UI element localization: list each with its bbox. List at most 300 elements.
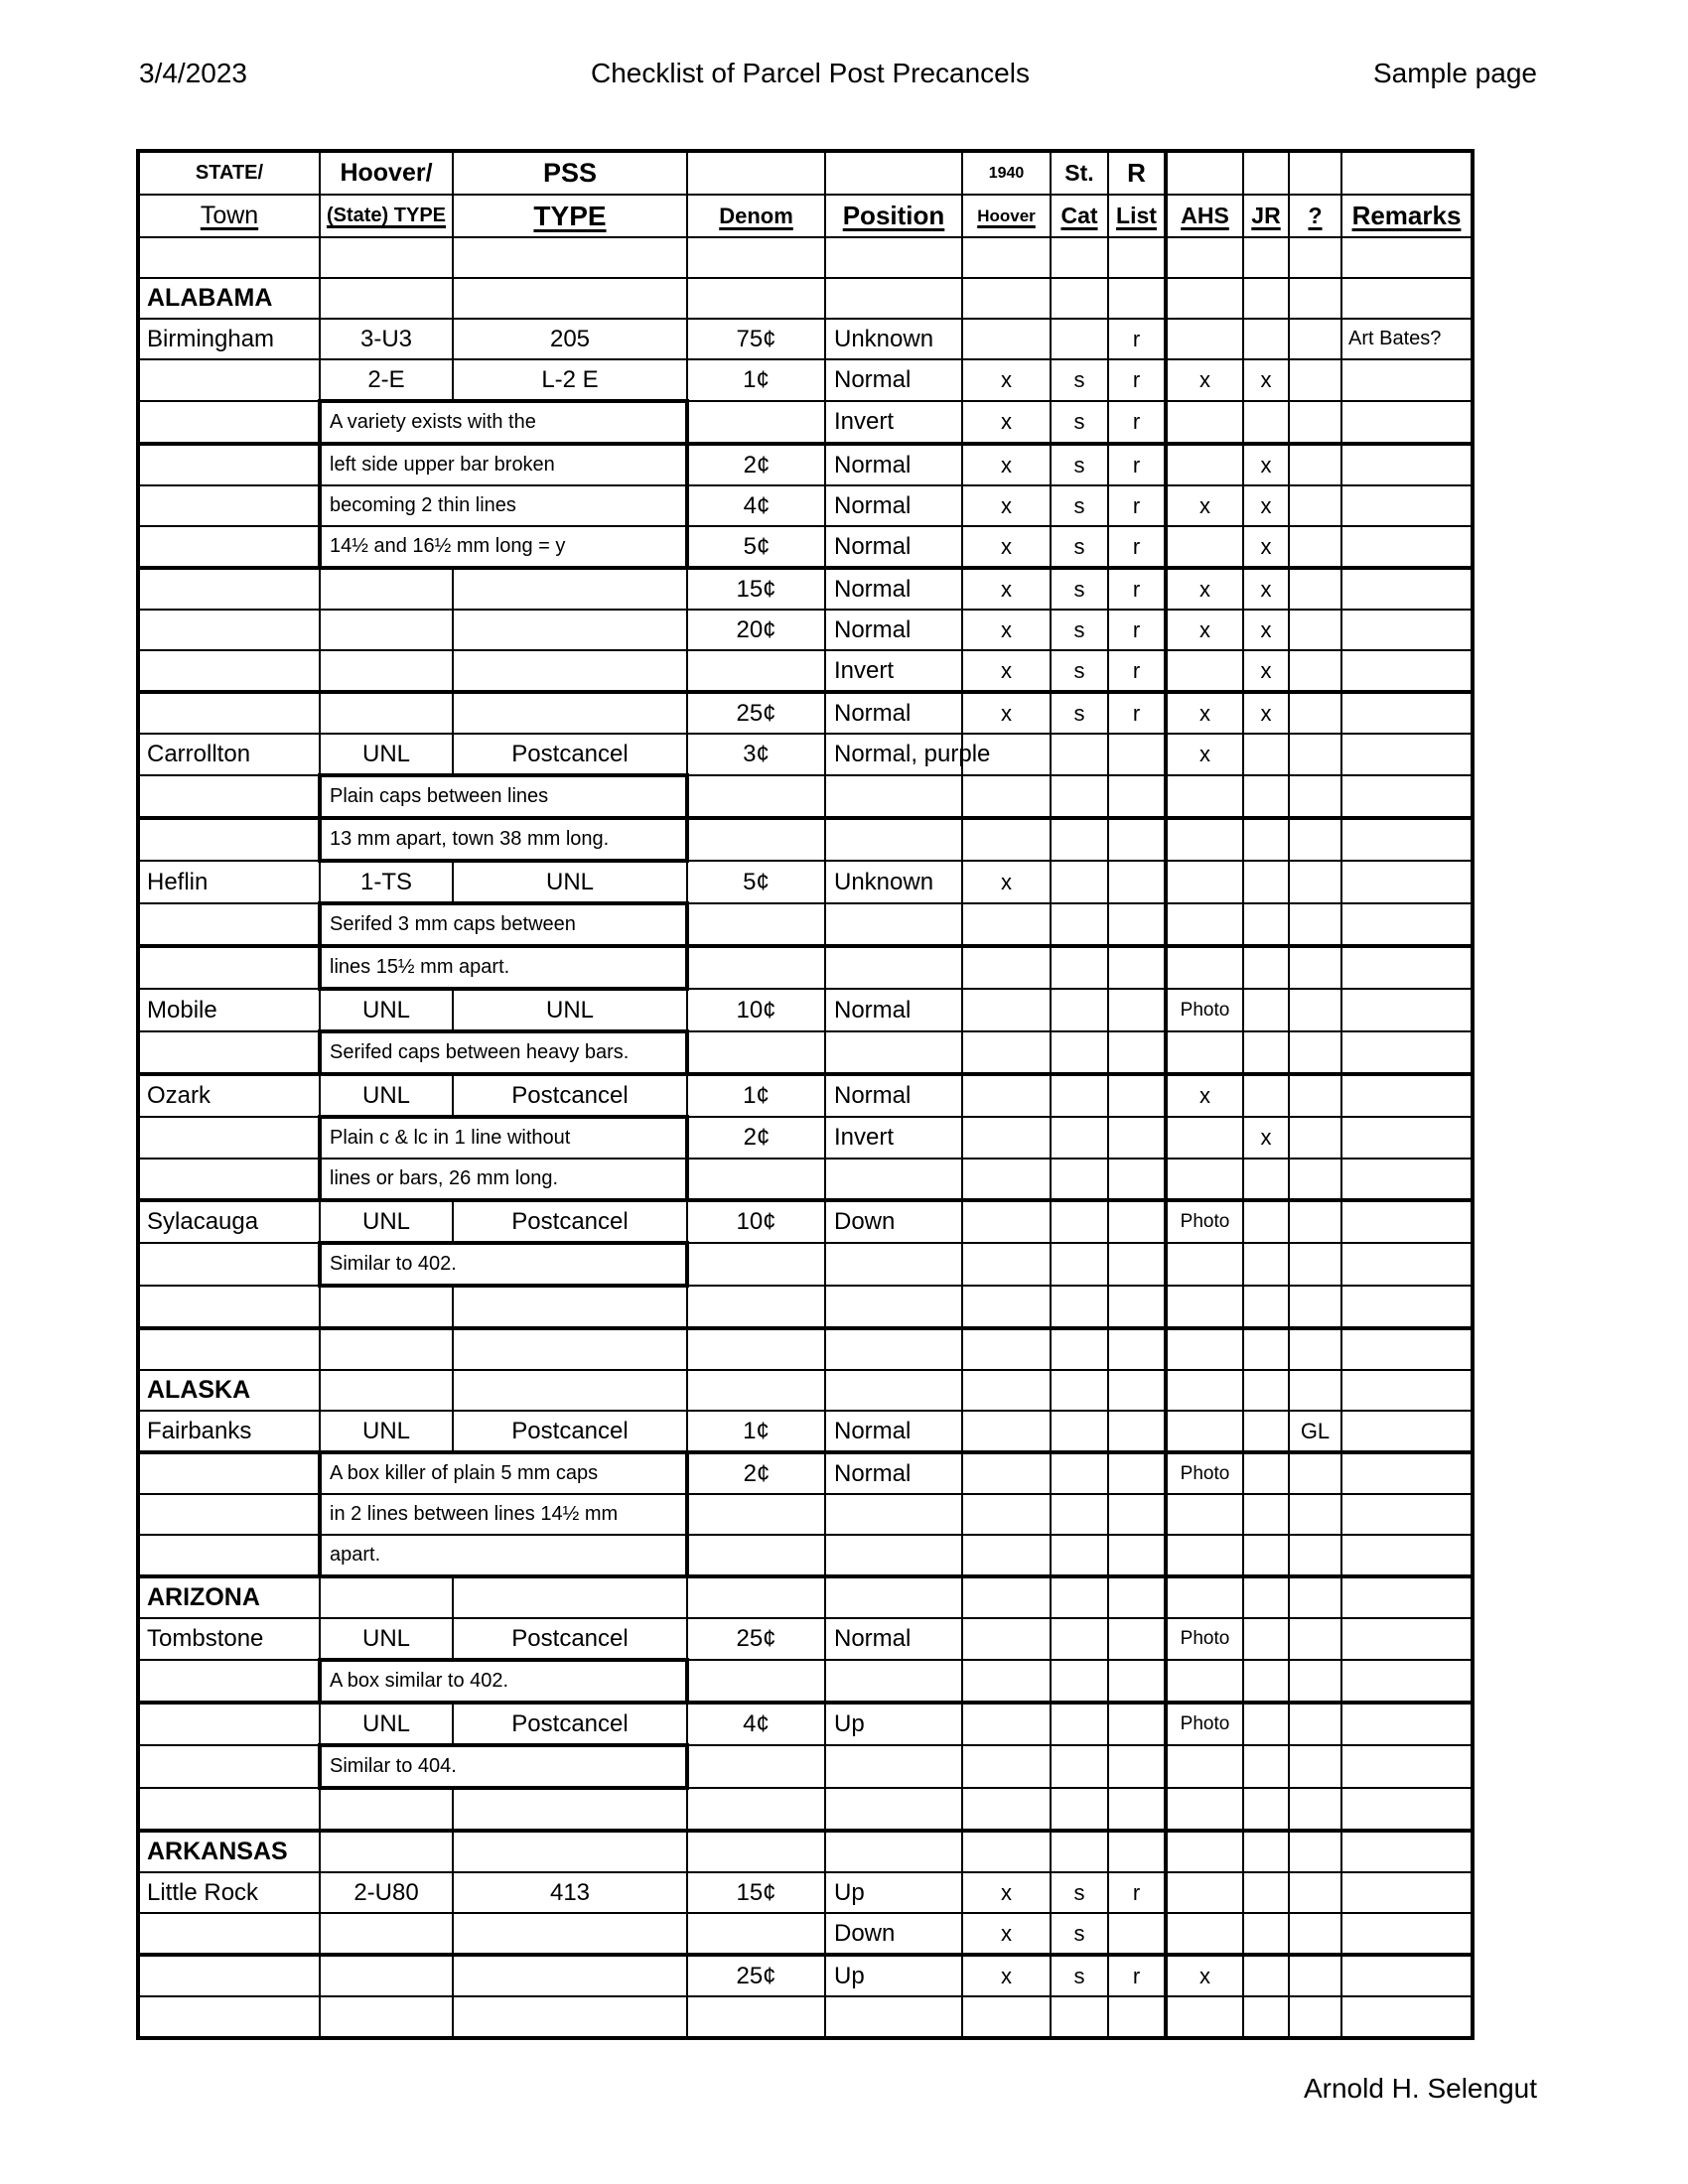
cell-town — [138, 1494, 320, 1535]
cell-question — [1289, 568, 1341, 610]
cell-section-label: ARKANSAS — [138, 1831, 320, 1872]
cell-pss-type: Postcancel — [453, 1618, 687, 1660]
cell-empty — [1341, 1996, 1473, 2038]
cell-jr: x — [1243, 444, 1289, 485]
table-row — [138, 1411, 1473, 1452]
cell-r-list — [1108, 1535, 1166, 1576]
cell-denom — [687, 401, 825, 444]
cell-position: Normal — [825, 444, 962, 485]
table-row — [138, 610, 1473, 650]
cell-section-label: ALASKA — [138, 1370, 320, 1411]
cell-r-list: r — [1108, 359, 1166, 401]
cell-ahs: Photo — [1166, 1200, 1243, 1243]
cell-question — [1289, 1955, 1341, 1996]
col-header-6: 1940 — [962, 151, 1051, 195]
cell-jr — [1243, 1745, 1289, 1788]
cell-position: Unknown — [825, 861, 962, 903]
cell-remarks — [1341, 1117, 1473, 1159]
cell-hoover-type — [320, 610, 453, 650]
cell-position: Down — [825, 1200, 962, 1243]
cell-ahs — [1166, 1745, 1243, 1788]
cell-position — [825, 946, 962, 989]
cell-jr — [1243, 1452, 1289, 1494]
cell-empty — [962, 237, 1051, 278]
cell-empty — [825, 1788, 962, 1831]
table-row — [138, 1831, 1473, 1872]
cell-denom: 25¢ — [687, 692, 825, 734]
cell-ahs — [1166, 1872, 1243, 1913]
cell-r-list — [1108, 1411, 1166, 1452]
cell-ahs — [1166, 946, 1243, 989]
table-row — [138, 1370, 1473, 1411]
cell-empty — [453, 1370, 687, 1411]
col-header-12: Remarks — [1341, 195, 1473, 237]
cell-hoover-type — [320, 692, 453, 734]
cell-empty — [1166, 237, 1243, 278]
col-header-3: TYPE — [453, 195, 687, 237]
cell-question — [1289, 1703, 1341, 1745]
cell-town: Mobile — [138, 989, 320, 1031]
cell-remarks — [1341, 903, 1473, 946]
cell-town: Heflin — [138, 861, 320, 903]
table-row — [138, 1452, 1473, 1494]
cell-jr — [1243, 946, 1289, 989]
cell-town — [138, 1243, 320, 1286]
cell-hoover-1940: x — [962, 1872, 1051, 1913]
col-header-11: ? — [1289, 195, 1341, 237]
cell-st-cat — [1051, 1703, 1108, 1745]
table-row — [138, 1328, 1473, 1370]
cell-st-cat: s — [1051, 526, 1108, 568]
cell-town — [138, 1159, 320, 1200]
cell-town: Birmingham — [138, 319, 320, 359]
col-header-3: PSS — [453, 151, 687, 195]
col-header-9 — [1166, 151, 1243, 195]
cell-ahs: Photo — [1166, 1618, 1243, 1660]
cell-denom: 2¢ — [687, 444, 825, 485]
cell-empty — [1341, 1576, 1473, 1618]
table-row — [138, 568, 1473, 610]
cell-note: apart. — [320, 1535, 687, 1576]
cell-r-list — [1108, 1243, 1166, 1286]
cell-note: A variety exists with the — [320, 401, 687, 444]
checklist-table — [136, 149, 1475, 2040]
col-header-11 — [1289, 151, 1341, 195]
cell-denom: 2¢ — [687, 1452, 825, 1494]
cell-empty — [1289, 1370, 1341, 1411]
cell-ahs: x — [1166, 1074, 1243, 1117]
cell-st-cat: s — [1051, 1872, 1108, 1913]
cell-town — [138, 444, 320, 485]
cell-st-cat — [1051, 1494, 1108, 1535]
cell-empty — [1108, 1286, 1166, 1328]
cell-denom: 4¢ — [687, 1703, 825, 1745]
cell-question — [1289, 401, 1341, 444]
cell-pss-type — [453, 650, 687, 692]
table-row — [138, 1996, 1473, 2038]
table-row — [138, 1494, 1473, 1535]
table-row — [138, 861, 1473, 903]
cell-empty — [1341, 278, 1473, 319]
cell-town — [138, 946, 320, 989]
cell-r-list — [1108, 1200, 1166, 1243]
cell-r-list — [1108, 1074, 1166, 1117]
cell-town — [138, 1745, 320, 1788]
cell-empty — [138, 237, 320, 278]
cell-empty — [687, 1328, 825, 1370]
cell-hoover-1940: x — [962, 610, 1051, 650]
cell-position — [825, 903, 962, 946]
table-row — [138, 903, 1473, 946]
cell-remarks — [1341, 401, 1473, 444]
table-row — [138, 1703, 1473, 1745]
cell-hoover-1940 — [962, 1117, 1051, 1159]
cell-hoover-1940 — [962, 1411, 1051, 1452]
cell-st-cat: s — [1051, 401, 1108, 444]
cell-empty — [1166, 1370, 1243, 1411]
cell-question — [1289, 1031, 1341, 1074]
cell-hoover-1940 — [962, 989, 1051, 1031]
cell-r-list: r — [1108, 444, 1166, 485]
cell-empty — [1289, 278, 1341, 319]
cell-hoover-1940 — [962, 319, 1051, 359]
cell-st-cat — [1051, 1074, 1108, 1117]
table-row — [138, 1117, 1473, 1159]
cell-jr — [1243, 1074, 1289, 1117]
cell-hoover-1940 — [962, 1243, 1051, 1286]
cell-denom: 1¢ — [687, 359, 825, 401]
table-row — [138, 650, 1473, 692]
cell-question — [1289, 526, 1341, 568]
cell-note: lines or bars, 26 mm long. — [320, 1159, 687, 1200]
cell-hoover-1940 — [962, 1618, 1051, 1660]
cell-position: Up — [825, 1955, 962, 1996]
cell-hoover-type: 2-E — [320, 359, 453, 401]
cell-remarks — [1341, 1494, 1473, 1535]
cell-st-cat — [1051, 1031, 1108, 1074]
cell-jr — [1243, 1955, 1289, 1996]
cell-jr — [1243, 734, 1289, 775]
cell-note: Serifed 3 mm caps between — [320, 903, 687, 946]
cell-denom — [687, 1660, 825, 1703]
cell-remarks — [1341, 610, 1473, 650]
cell-denom: 25¢ — [687, 1618, 825, 1660]
cell-empty — [1051, 237, 1108, 278]
cell-remarks — [1341, 1618, 1473, 1660]
cell-empty — [1166, 1328, 1243, 1370]
cell-question — [1289, 610, 1341, 650]
cell-pss-type — [453, 1913, 687, 1955]
cell-hoover-1940 — [962, 1745, 1051, 1788]
cell-denom — [687, 650, 825, 692]
cell-question — [1289, 1618, 1341, 1660]
cell-empty — [1341, 1788, 1473, 1831]
cell-position: Normal — [825, 359, 962, 401]
cell-empty — [1243, 1370, 1289, 1411]
cell-pss-type: UNL — [453, 989, 687, 1031]
cell-hoover-type — [320, 650, 453, 692]
cell-denom: 10¢ — [687, 989, 825, 1031]
cell-jr — [1243, 989, 1289, 1031]
cell-jr: x — [1243, 359, 1289, 401]
cell-st-cat — [1051, 775, 1108, 818]
cell-empty — [1108, 278, 1166, 319]
cell-jr — [1243, 1494, 1289, 1535]
cell-hoover-type: 1-TS — [320, 861, 453, 903]
cell-jr — [1243, 1031, 1289, 1074]
cell-st-cat — [1051, 989, 1108, 1031]
cell-pss-type: 205 — [453, 319, 687, 359]
col-header-4: Denom — [687, 195, 825, 237]
cell-empty — [1243, 1328, 1289, 1370]
cell-empty — [687, 237, 825, 278]
cell-pss-type: Postcancel — [453, 1411, 687, 1452]
cell-empty — [1108, 1370, 1166, 1411]
cell-st-cat: s — [1051, 1913, 1108, 1955]
cell-question — [1289, 1872, 1341, 1913]
cell-jr: x — [1243, 692, 1289, 734]
cell-note: Similar to 404. — [320, 1745, 687, 1788]
cell-empty — [453, 237, 687, 278]
cell-town — [138, 359, 320, 401]
cell-question — [1289, 359, 1341, 401]
cell-note: in 2 lines between lines 14½ mm — [320, 1494, 687, 1535]
cell-town — [138, 526, 320, 568]
cell-ahs — [1166, 1117, 1243, 1159]
cell-position — [825, 775, 962, 818]
cell-question — [1289, 861, 1341, 903]
cell-hoover-1940: x — [962, 1913, 1051, 1955]
cell-r-list: r — [1108, 526, 1166, 568]
cell-ahs: x — [1166, 734, 1243, 775]
cell-r-list — [1108, 861, 1166, 903]
cell-position: Down — [825, 1913, 962, 1955]
cell-ahs: Photo — [1166, 989, 1243, 1031]
cell-empty — [1051, 1328, 1108, 1370]
cell-hoover-1940 — [962, 1535, 1051, 1576]
cell-town — [138, 485, 320, 526]
table-row — [138, 1788, 1473, 1831]
table-row — [138, 1955, 1473, 1996]
cell-question — [1289, 946, 1341, 989]
cell-note: Similar to 402. — [320, 1243, 687, 1286]
cell-jr — [1243, 903, 1289, 946]
cell-hoover-type: UNL — [320, 1703, 453, 1745]
cell-pss-type: Postcancel — [453, 1703, 687, 1745]
table-row — [138, 1159, 1473, 1200]
cell-remarks — [1341, 734, 1473, 775]
cell-hoover-1940: x — [962, 692, 1051, 734]
page-footer — [1304, 2073, 1537, 2105]
checklist-table-wrap — [136, 149, 1475, 2040]
cell-position: Invert — [825, 401, 962, 444]
cell-remarks — [1341, 1745, 1473, 1788]
cell-remarks — [1341, 359, 1473, 401]
cell-r-list — [1108, 1660, 1166, 1703]
cell-town: Fairbanks — [138, 1411, 320, 1452]
header-row — [138, 195, 1473, 237]
cell-empty — [453, 1831, 687, 1872]
cell-position — [825, 1494, 962, 1535]
table-row — [138, 1576, 1473, 1618]
cell-empty — [1051, 1370, 1108, 1411]
cell-denom: 15¢ — [687, 1872, 825, 1913]
cell-denom: 3¢ — [687, 734, 825, 775]
cell-denom: 5¢ — [687, 861, 825, 903]
cell-r-list: r — [1108, 650, 1166, 692]
table-row — [138, 1913, 1473, 1955]
cell-position — [825, 1745, 962, 1788]
cell-ahs — [1166, 1535, 1243, 1576]
cell-question — [1289, 650, 1341, 692]
cell-empty — [1166, 1831, 1243, 1872]
cell-empty — [1243, 1996, 1289, 2038]
cell-empty — [1108, 1831, 1166, 1872]
cell-r-list: r — [1108, 568, 1166, 610]
cell-st-cat — [1051, 1618, 1108, 1660]
cell-empty — [687, 1831, 825, 1872]
cell-ahs — [1166, 861, 1243, 903]
cell-position — [825, 1535, 962, 1576]
cell-jr — [1243, 319, 1289, 359]
cell-empty — [453, 1286, 687, 1328]
cell-empty — [1108, 1788, 1166, 1831]
cell-empty — [687, 1370, 825, 1411]
cell-r-list — [1108, 903, 1166, 946]
table-row — [138, 444, 1473, 485]
cell-empty — [962, 278, 1051, 319]
cell-st-cat — [1051, 319, 1108, 359]
cell-remarks — [1341, 1031, 1473, 1074]
cell-r-list — [1108, 1452, 1166, 1494]
cell-position: Normal, purple — [825, 734, 962, 775]
cell-empty — [1243, 1286, 1289, 1328]
table-body — [138, 237, 1473, 2038]
cell-town: Ozark — [138, 1074, 320, 1117]
cell-st-cat: s — [1051, 359, 1108, 401]
cell-r-list — [1108, 734, 1166, 775]
cell-hoover-1940 — [962, 1200, 1051, 1243]
cell-hoover-1940 — [962, 818, 1051, 861]
cell-empty — [825, 1996, 962, 2038]
cell-r-list — [1108, 1031, 1166, 1074]
cell-jr — [1243, 1872, 1289, 1913]
cell-empty — [1166, 278, 1243, 319]
cell-hoover-type: 3-U3 — [320, 319, 453, 359]
cell-jr — [1243, 1913, 1289, 1955]
cell-denom — [687, 1913, 825, 1955]
cell-section-label: ALABAMA — [138, 278, 320, 319]
cell-empty — [1289, 1788, 1341, 1831]
cell-remarks — [1341, 650, 1473, 692]
cell-denom: 5¢ — [687, 526, 825, 568]
cell-pss-type — [453, 692, 687, 734]
cell-st-cat — [1051, 818, 1108, 861]
cell-town — [138, 1660, 320, 1703]
cell-empty — [138, 1996, 320, 2038]
table-row — [138, 401, 1473, 444]
cell-st-cat: s — [1051, 485, 1108, 526]
cell-ahs — [1166, 650, 1243, 692]
cell-jr — [1243, 861, 1289, 903]
cell-hoover-type: UNL — [320, 1411, 453, 1452]
cell-question — [1289, 1452, 1341, 1494]
cell-remarks — [1341, 1955, 1473, 1996]
cell-empty — [138, 1788, 320, 1831]
table-row — [138, 1243, 1473, 1286]
cell-denom: 25¢ — [687, 1955, 825, 1996]
cell-empty — [1289, 1576, 1341, 1618]
cell-remarks — [1341, 1243, 1473, 1286]
cell-town — [138, 1117, 320, 1159]
cell-empty — [453, 1576, 687, 1618]
cell-empty — [962, 1788, 1051, 1831]
cell-pss-type — [453, 1955, 687, 1996]
cell-denom — [687, 1031, 825, 1074]
table-row — [138, 237, 1473, 278]
cell-empty — [1051, 1996, 1108, 2038]
col-header-4 — [687, 151, 825, 195]
cell-jr: x — [1243, 650, 1289, 692]
cell-remarks — [1341, 1703, 1473, 1745]
cell-hoover-1940: x — [962, 359, 1051, 401]
cell-empty — [962, 1996, 1051, 2038]
col-header-7: St. — [1051, 151, 1108, 195]
cell-ahs: x — [1166, 485, 1243, 526]
cell-jr: x — [1243, 526, 1289, 568]
cell-hoover-1940 — [962, 946, 1051, 989]
cell-position: Normal — [825, 1452, 962, 1494]
cell-pss-type: Postcancel — [453, 734, 687, 775]
cell-position: Invert — [825, 650, 962, 692]
cell-town — [138, 568, 320, 610]
cell-remarks — [1341, 946, 1473, 989]
table-row — [138, 485, 1473, 526]
col-header-1: Town — [138, 195, 320, 237]
cell-position: Invert — [825, 1117, 962, 1159]
cell-pss-type: Postcancel — [453, 1074, 687, 1117]
cell-empty — [1289, 1286, 1341, 1328]
cell-empty — [320, 1328, 453, 1370]
cell-empty — [962, 1831, 1051, 1872]
cell-position: Normal — [825, 989, 962, 1031]
doc-author: Arnold H. Selengut — [1303, 2073, 1537, 2104]
table-row — [138, 1074, 1473, 1117]
cell-denom: 1¢ — [687, 1074, 825, 1117]
cell-denom — [687, 903, 825, 946]
cell-question — [1289, 775, 1341, 818]
cell-empty — [1243, 278, 1289, 319]
cell-st-cat — [1051, 1452, 1108, 1494]
cell-empty — [1051, 278, 1108, 319]
cell-jr: x — [1243, 1117, 1289, 1159]
cell-ahs: x — [1166, 568, 1243, 610]
cell-hoover-1940 — [962, 903, 1051, 946]
cell-empty — [1243, 1788, 1289, 1831]
cell-empty — [1051, 1788, 1108, 1831]
cell-hoover-1940: x — [962, 650, 1051, 692]
cell-jr — [1243, 1535, 1289, 1576]
col-header-7: Cat — [1051, 195, 1108, 237]
table-row — [138, 1618, 1473, 1660]
cell-ahs — [1166, 1243, 1243, 1286]
cell-pss-type: L-2 E — [453, 359, 687, 401]
cell-question — [1289, 1535, 1341, 1576]
cell-hoover-1940: x — [962, 401, 1051, 444]
cell-note: Serifed caps between heavy bars. — [320, 1031, 687, 1074]
cell-jr — [1243, 1159, 1289, 1200]
cell-hoover-1940 — [962, 1494, 1051, 1535]
